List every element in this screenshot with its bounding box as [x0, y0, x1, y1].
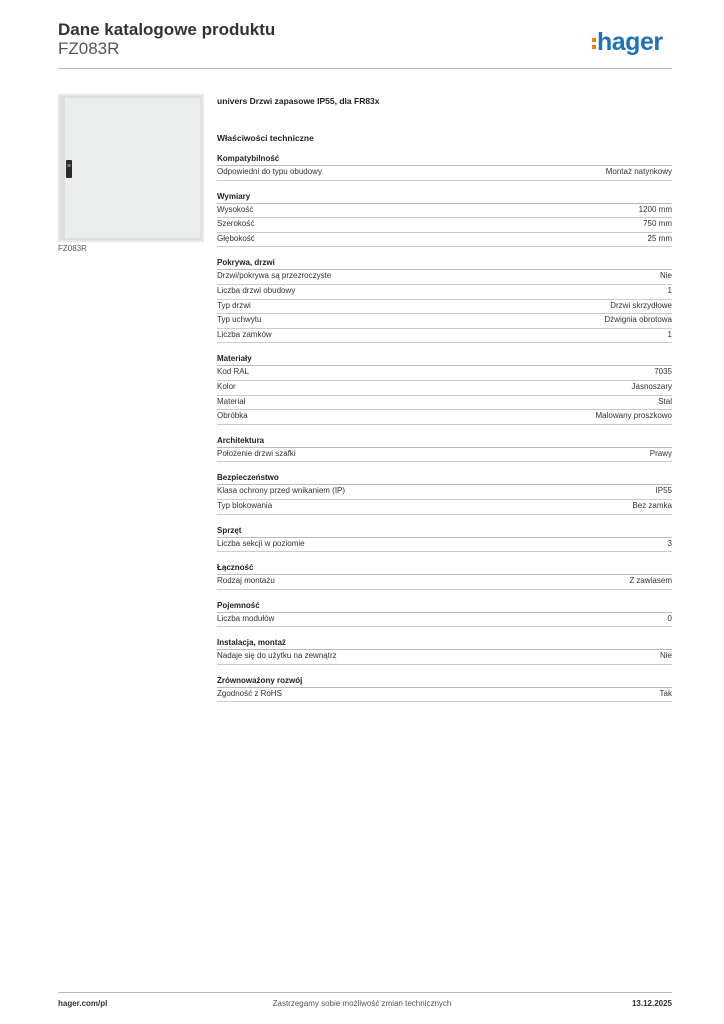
spec-group — [217, 526, 672, 553]
spec-row — [217, 300, 672, 315]
spec-row — [217, 613, 672, 628]
spec-group-title: Architektura — [217, 436, 672, 448]
spec-row — [217, 381, 672, 396]
spec-label: Rodzaj montażu — [217, 576, 275, 586]
product-image — [58, 94, 204, 242]
spec-value: 7035 — [654, 367, 672, 377]
spec-label: Położenie drzwi szafki — [217, 448, 296, 458]
spec-row — [217, 396, 672, 411]
spec-group — [217, 258, 672, 343]
spec-row — [217, 366, 672, 381]
spec-group — [217, 154, 672, 181]
spec-value: Nie — [659, 651, 672, 661]
spec-row — [217, 204, 672, 219]
spec-group-title: Pojemność — [217, 601, 672, 613]
spec-label: Wysokość — [217, 204, 254, 214]
spec-row — [217, 270, 672, 285]
spec-group-title: Bezpieczeństwo — [217, 473, 672, 485]
spec-label: Drzwi/pokrywa są przezroczyste — [217, 271, 332, 281]
spec-value: Nie — [659, 271, 672, 281]
spec-row — [217, 218, 672, 233]
spec-value: Tak — [659, 688, 672, 698]
spec-row — [217, 500, 672, 515]
spec-label: Obróbka — [217, 411, 248, 421]
spec-label: Typ uchwytu — [217, 315, 262, 325]
spec-group-title: Sprzęt — [217, 526, 672, 538]
spec-group-title: Pokrywa, drzwi — [217, 258, 672, 270]
product-description: univers Drzwi zapasowe IP55, dla FR83x — [217, 96, 380, 106]
spec-label: Liczba sekcji w poziomie — [217, 538, 305, 548]
spec-value: Jasnoszary — [631, 381, 672, 391]
spec-row — [217, 314, 672, 329]
spec-value: Malowany proszkowo — [595, 411, 672, 421]
spec-label: Kod RAL — [217, 367, 250, 377]
product-code: FZ083R — [58, 39, 120, 58]
spec-value: Bez zamka — [632, 500, 672, 510]
spec-group — [217, 192, 672, 248]
spec-value: 1 — [667, 285, 672, 295]
spec-row — [217, 650, 672, 665]
spec-label: Liczba drzwi obudowy — [217, 285, 296, 295]
spec-group-title: Wymiary — [217, 192, 672, 204]
spec-label: Odpowiedni do typu obudowy — [217, 167, 322, 176]
spec-label: Liczba zamków — [217, 329, 272, 339]
spec-label: Typ drzwi — [217, 300, 251, 310]
spec-label: Szerokość — [217, 219, 255, 229]
spec-value: Dźwignia obrotowa — [604, 315, 672, 325]
spec-groups — [217, 154, 672, 702]
specs-heading: Właściwości techniczne — [217, 133, 314, 143]
spec-group-title: Zrównoważony rozwój — [217, 676, 672, 688]
header-divider — [58, 68, 672, 69]
spec-value: 1 — [667, 329, 672, 339]
spec-row — [217, 410, 672, 425]
logo-dots-icon — [592, 38, 596, 49]
spec-row — [217, 485, 672, 500]
hager-logo — [592, 26, 663, 58]
footer-divider — [58, 992, 672, 993]
spec-row — [217, 448, 672, 463]
spec-group — [217, 354, 672, 424]
spec-row — [217, 329, 672, 344]
spec-label: Materiał — [217, 396, 246, 406]
spec-group-title: Materiały — [217, 354, 672, 366]
spec-value: Montaż natynkowy — [605, 167, 672, 176]
spec-row — [217, 166, 672, 181]
spec-group-title: Kompatybilność — [217, 154, 672, 166]
spec-value: 750 mm — [643, 219, 672, 229]
spec-label: Liczba modułów — [217, 613, 275, 623]
spec-row — [217, 285, 672, 300]
spec-group — [217, 638, 672, 665]
spec-row — [217, 538, 672, 553]
spec-label: Głębokość — [217, 233, 255, 243]
page-title: Dane katalogowe produktu — [58, 20, 276, 39]
spec-group — [217, 436, 672, 463]
spec-label: Kolor — [217, 381, 236, 391]
spec-row — [217, 688, 672, 703]
spec-label: Nadaje się do użytku na zewnątrz — [217, 651, 337, 661]
footer-disclaimer: Zastrzegamy sobie możliwość zmian technicznych — [272, 999, 452, 1008]
image-caption: FZ083R — [58, 244, 87, 253]
spec-group-title: Łączność — [217, 563, 672, 575]
spec-row — [217, 233, 672, 248]
spec-group — [217, 473, 672, 514]
spec-value: Drzwi skrzydłowe — [610, 300, 672, 310]
spec-content — [217, 96, 672, 702]
spec-value: 0 — [667, 613, 672, 623]
spec-value: 1200 mm — [638, 204, 672, 214]
spec-value: Prawy — [649, 448, 672, 458]
spec-group — [217, 601, 672, 628]
spec-value: Z zawiasem — [629, 576, 672, 586]
spec-value: 3 — [667, 538, 672, 548]
spec-group — [217, 676, 672, 703]
spec-group-title: Instalacja, montaż — [217, 638, 672, 650]
footer-website: hager.com/pl — [58, 999, 108, 1008]
logo-text: hager — [597, 27, 663, 56]
spec-group — [217, 563, 672, 590]
spec-label: Zgodność z RoHS — [217, 688, 282, 698]
spec-row — [217, 575, 672, 590]
spec-value: IP55 — [655, 486, 672, 496]
spec-label: Klasa ochrony przed wnikaniem (IP) — [217, 486, 346, 496]
footer-date: 13.12.2025 — [631, 999, 672, 1008]
spec-label: Typ blokowania — [217, 500, 273, 510]
spec-value: 25 mm — [647, 233, 672, 243]
spec-value: Stal — [658, 396, 672, 406]
